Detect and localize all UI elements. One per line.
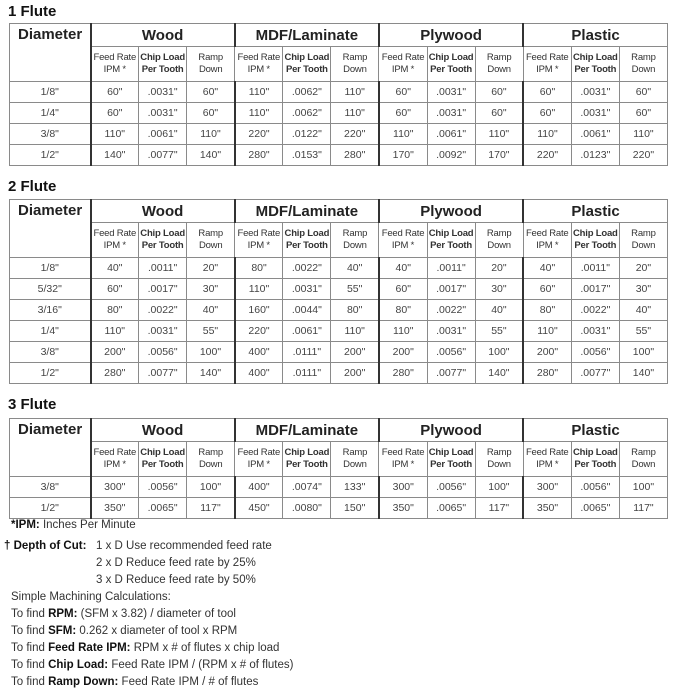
diameter-header: Diameter	[10, 24, 91, 82]
calc-prefix: To find	[11, 659, 49, 671]
diameter-cell: 3/8"	[10, 124, 91, 145]
value-cell: 140"	[187, 363, 235, 384]
value-cell: 100"	[187, 342, 235, 363]
value-cell: 300"	[523, 477, 571, 498]
diameter-cell: 3/8"	[10, 342, 91, 363]
diameter-cell: 1/8"	[10, 82, 91, 103]
value-cell: .0011"	[427, 258, 475, 279]
value-cell: 110"	[523, 321, 571, 342]
material-header: Plastic	[523, 200, 667, 223]
diameter-cell: 5/32"	[10, 279, 91, 300]
value-cell: 350"	[91, 498, 139, 519]
value-cell: 150"	[331, 498, 379, 519]
calc-term: Feed Rate IPM:	[48, 642, 131, 654]
chip-load-header: Chip Load Per Tooth	[283, 47, 331, 82]
value-cell: .0031"	[571, 321, 619, 342]
value-cell: 80"	[235, 258, 283, 279]
value-cell: 40"	[91, 258, 139, 279]
value-cell: .0092"	[427, 145, 475, 166]
value-cell: 110"	[331, 103, 379, 124]
value-cell: 60"	[379, 103, 427, 124]
table-row	[10, 279, 668, 300]
value-cell: 140"	[475, 363, 523, 384]
ramp-down-header: Ramp Down	[331, 47, 379, 82]
ramp-down-header: Ramp Down	[619, 442, 667, 477]
feed-rate-header: Feed Rate IPM *	[523, 442, 571, 477]
value-cell: .0031"	[139, 321, 187, 342]
material-header: Wood	[91, 24, 235, 47]
value-cell: 280"	[235, 145, 283, 166]
value-cell: .0017"	[139, 279, 187, 300]
table-row	[10, 477, 668, 498]
value-cell: 20"	[619, 258, 667, 279]
value-cell: 110"	[235, 82, 283, 103]
diameter-cell: 1/8"	[10, 258, 91, 279]
value-cell: 133"	[331, 477, 379, 498]
chip-load-header: Chip Load Per Tooth	[427, 47, 475, 82]
value-cell: .0065"	[139, 498, 187, 519]
calc-term: Ramp Down:	[48, 676, 119, 688]
feed-rate-header: Feed Rate IPM *	[91, 223, 139, 258]
value-cell: 110"	[523, 124, 571, 145]
value-cell: 100"	[475, 477, 523, 498]
value-cell: 60"	[91, 82, 139, 103]
feed-rate-header: Feed Rate IPM *	[379, 442, 427, 477]
value-cell: 300"	[379, 477, 427, 498]
sub-header-row	[10, 47, 668, 82]
value-cell: 117"	[619, 498, 667, 519]
depth-label: † Depth of Cut:	[4, 540, 87, 552]
sub-header-row	[10, 223, 668, 258]
depth-line-2: 2 x D Reduce feed rate by 25%	[96, 557, 256, 569]
value-cell: 55"	[331, 279, 379, 300]
value-cell: .0011"	[139, 258, 187, 279]
value-cell: 60"	[379, 82, 427, 103]
value-cell: .0031"	[139, 103, 187, 124]
value-cell: 400"	[235, 477, 283, 498]
material-header: Plastic	[523, 24, 667, 47]
chip-load-header: Chip Load Per Tooth	[571, 47, 619, 82]
diameter-cell: 1/4"	[10, 103, 91, 124]
calc-formula: (SFM x 3.82) / diameter of tool	[77, 608, 236, 620]
calc-line	[4, 674, 293, 691]
value-cell: .0153"	[283, 145, 331, 166]
feed-rate-header: Feed Rate IPM *	[235, 442, 283, 477]
value-cell: 30"	[187, 279, 235, 300]
chip-load-header: Chip Load Per Tooth	[427, 442, 475, 477]
ramp-down-header: Ramp Down	[187, 442, 235, 477]
value-cell: 100"	[475, 342, 523, 363]
value-cell: 100"	[619, 477, 667, 498]
value-cell: .0031"	[427, 321, 475, 342]
value-cell: 60"	[523, 103, 571, 124]
material-header: Plywood	[379, 200, 523, 223]
value-cell: 140"	[619, 363, 667, 384]
value-cell: 220"	[619, 145, 667, 166]
value-cell: .0044"	[283, 300, 331, 321]
ipm-note	[4, 517, 293, 534]
value-cell: .0031"	[571, 103, 619, 124]
calc-formula: 0.262 x diameter of tool x RPM	[76, 625, 238, 637]
value-cell: .0022"	[139, 300, 187, 321]
ramp-down-header: Ramp Down	[475, 47, 523, 82]
value-cell: 60"	[619, 103, 667, 124]
material-header-row	[10, 419, 668, 442]
value-cell: 60"	[523, 82, 571, 103]
diameter-cell: 3/8"	[10, 477, 91, 498]
chip-load-header: Chip Load Per Tooth	[283, 223, 331, 258]
value-cell: 110"	[379, 124, 427, 145]
value-cell: .0080"	[283, 498, 331, 519]
value-cell: 200"	[523, 342, 571, 363]
depth-line-3: 3 x D Reduce feed rate by 50%	[96, 574, 256, 586]
value-cell: .0062"	[283, 82, 331, 103]
value-cell: 30"	[475, 279, 523, 300]
value-cell: 40"	[187, 300, 235, 321]
chip-load-header: Chip Load Per Tooth	[283, 442, 331, 477]
ramp-down-header: Ramp Down	[331, 223, 379, 258]
value-cell: .0061"	[571, 124, 619, 145]
ramp-down-header: Ramp Down	[619, 223, 667, 258]
calc-formula: Feed Rate IPM / (RPM x # of flutes)	[108, 659, 294, 671]
value-cell: .0111"	[283, 342, 331, 363]
chip-load-header: Chip Load Per Tooth	[139, 442, 187, 477]
calc-line	[4, 623, 293, 640]
value-cell: 80"	[379, 300, 427, 321]
calc-line	[4, 657, 293, 674]
value-cell: .0065"	[571, 498, 619, 519]
value-cell: 100"	[187, 477, 235, 498]
value-cell: .0017"	[427, 279, 475, 300]
value-cell: .0061"	[427, 124, 475, 145]
value-cell: 60"	[475, 103, 523, 124]
value-cell: 220"	[235, 124, 283, 145]
chip-load-header: Chip Load Per Tooth	[139, 223, 187, 258]
value-cell: .0123"	[571, 145, 619, 166]
value-cell: 400"	[235, 342, 283, 363]
value-cell: 40"	[331, 258, 379, 279]
value-cell: 350"	[523, 498, 571, 519]
value-cell: .0074"	[283, 477, 331, 498]
chip-load-header: Chip Load Per Tooth	[427, 223, 475, 258]
calc-line	[4, 640, 293, 657]
table-row	[10, 258, 668, 279]
calc-title: Simple Machining Calculations:	[11, 591, 171, 603]
calc-prefix: To find	[11, 676, 49, 688]
value-cell: 110"	[331, 321, 379, 342]
feed-rate-header: Feed Rate IPM *	[91, 442, 139, 477]
value-cell: 100"	[619, 342, 667, 363]
ramp-down-header: Ramp Down	[331, 442, 379, 477]
value-cell: .0077"	[571, 363, 619, 384]
value-cell: 220"	[235, 321, 283, 342]
table-row	[10, 342, 668, 363]
value-cell: .0031"	[427, 103, 475, 124]
value-cell: 220"	[523, 145, 571, 166]
calc-prefix: To find	[11, 625, 49, 637]
material-header: Plywood	[379, 24, 523, 47]
value-cell: 60"	[523, 279, 571, 300]
value-cell: 55"	[619, 321, 667, 342]
material-header-row	[10, 24, 668, 47]
value-cell: .0062"	[283, 103, 331, 124]
value-cell: 110"	[379, 321, 427, 342]
value-cell: .0056"	[139, 477, 187, 498]
material-header: Wood	[91, 200, 235, 223]
value-cell: 60"	[379, 279, 427, 300]
value-cell: .0077"	[139, 145, 187, 166]
diameter-header: Diameter	[10, 419, 91, 477]
value-cell: 40"	[619, 300, 667, 321]
value-cell: 60"	[619, 82, 667, 103]
diameter-header: Diameter	[10, 200, 91, 258]
value-cell: 55"	[475, 321, 523, 342]
value-cell: .0122"	[283, 124, 331, 145]
value-cell: 110"	[235, 279, 283, 300]
material-header: Plastic	[523, 419, 667, 442]
ramp-down-header: Ramp Down	[187, 47, 235, 82]
ramp-down-header: Ramp Down	[619, 47, 667, 82]
material-header: MDF/Laminate	[235, 24, 379, 47]
value-cell: 20"	[187, 258, 235, 279]
value-cell: .0056"	[139, 342, 187, 363]
value-cell: .0017"	[571, 279, 619, 300]
value-cell: .0056"	[427, 477, 475, 498]
material-header-row	[10, 200, 668, 223]
notes	[4, 517, 293, 691]
ipm-label: *IPM:	[11, 519, 40, 531]
table-row	[10, 363, 668, 384]
feed-rate-header: Feed Rate IPM *	[379, 223, 427, 258]
value-cell: .0065"	[427, 498, 475, 519]
table-2-flute	[9, 199, 668, 384]
section-title-1-flute: 1 Flute	[8, 3, 57, 20]
chip-load-header: Chip Load Per Tooth	[571, 442, 619, 477]
value-cell: .0111"	[283, 363, 331, 384]
value-cell: 280"	[379, 363, 427, 384]
value-cell: 170"	[379, 145, 427, 166]
calc-prefix: To find	[11, 608, 49, 620]
table-1-flute	[9, 23, 668, 166]
value-cell: 117"	[475, 498, 523, 519]
value-cell: 80"	[91, 300, 139, 321]
diameter-cell: 1/2"	[10, 498, 91, 519]
material-header: MDF/Laminate	[235, 419, 379, 442]
value-cell: .0061"	[283, 321, 331, 342]
value-cell: .0031"	[571, 82, 619, 103]
value-cell: 60"	[187, 103, 235, 124]
value-cell: .0056"	[571, 342, 619, 363]
value-cell: 280"	[523, 363, 571, 384]
value-cell: 200"	[91, 342, 139, 363]
value-cell: 110"	[235, 103, 283, 124]
value-cell: 220"	[331, 124, 379, 145]
value-cell: 450"	[235, 498, 283, 519]
value-cell: 110"	[331, 82, 379, 103]
value-cell: 300"	[91, 477, 139, 498]
chip-load-header: Chip Load Per Tooth	[571, 223, 619, 258]
diameter-cell: 1/4"	[10, 321, 91, 342]
feed-rate-header: Feed Rate IPM *	[235, 47, 283, 82]
value-cell: .0056"	[427, 342, 475, 363]
ipm-text: Inches Per Minute	[42, 519, 136, 531]
value-cell: .0022"	[283, 258, 331, 279]
calc-term: RPM:	[48, 608, 78, 620]
ramp-down-header: Ramp Down	[475, 442, 523, 477]
table-row	[10, 321, 668, 342]
value-cell: 160"	[235, 300, 283, 321]
value-cell: 30"	[619, 279, 667, 300]
value-cell: 40"	[475, 300, 523, 321]
table-row	[10, 82, 668, 103]
material-header: MDF/Laminate	[235, 200, 379, 223]
feed-rate-header: Feed Rate IPM *	[523, 47, 571, 82]
feed-rate-header: Feed Rate IPM *	[91, 47, 139, 82]
value-cell: 170"	[475, 145, 523, 166]
value-cell: 140"	[187, 145, 235, 166]
value-cell: 20"	[475, 258, 523, 279]
value-cell: .0022"	[427, 300, 475, 321]
value-cell: 110"	[91, 321, 139, 342]
calc-formula: RPM x # of flutes x chip load	[130, 642, 280, 654]
value-cell: 40"	[523, 258, 571, 279]
value-cell: .0061"	[139, 124, 187, 145]
calc-formula: Feed Rate IPM / # of flutes	[118, 676, 259, 688]
feed-rate-header: Feed Rate IPM *	[379, 47, 427, 82]
feed-rate-header: Feed Rate IPM *	[523, 223, 571, 258]
depth-line-1: 1 x D Use recommended feed rate	[96, 540, 272, 552]
value-cell: .0056"	[571, 477, 619, 498]
section-title-2-flute: 2 Flute	[8, 178, 57, 195]
value-cell: 200"	[379, 342, 427, 363]
diameter-cell: 1/2"	[10, 145, 91, 166]
sub-header-row	[10, 442, 668, 477]
value-cell: 60"	[91, 103, 139, 124]
diameter-cell: 3/16"	[10, 300, 91, 321]
calc-line	[4, 606, 293, 623]
value-cell: 200"	[331, 363, 379, 384]
ramp-down-header: Ramp Down	[475, 223, 523, 258]
value-cell: .0077"	[139, 363, 187, 384]
calc-term: Chip Load:	[48, 659, 109, 671]
value-cell: 280"	[91, 363, 139, 384]
value-cell: 350"	[379, 498, 427, 519]
value-cell: 140"	[91, 145, 139, 166]
value-cell: 110"	[619, 124, 667, 145]
value-cell: 200"	[331, 342, 379, 363]
value-cell: .0011"	[571, 258, 619, 279]
value-cell: 40"	[379, 258, 427, 279]
value-cell: 60"	[187, 82, 235, 103]
value-cell: .0031"	[139, 82, 187, 103]
depth-note	[4, 538, 293, 555]
chip-load-header: Chip Load Per Tooth	[139, 47, 187, 82]
material-header: Plywood	[379, 419, 523, 442]
calc-prefix: To find	[11, 642, 49, 654]
material-header: Wood	[91, 419, 235, 442]
calc-term: SFM:	[48, 625, 77, 637]
value-cell: 400"	[235, 363, 283, 384]
ramp-down-header: Ramp Down	[187, 223, 235, 258]
value-cell: 280"	[331, 145, 379, 166]
value-cell: 60"	[91, 279, 139, 300]
value-cell: .0031"	[283, 279, 331, 300]
diameter-cell: 1/2"	[10, 363, 91, 384]
table-row	[10, 124, 668, 145]
value-cell: 110"	[187, 124, 235, 145]
value-cell: 117"	[187, 498, 235, 519]
table-row	[10, 103, 668, 124]
section-title-3-flute: 3 Flute	[8, 396, 57, 413]
value-cell: .0031"	[427, 82, 475, 103]
table-row	[10, 145, 668, 166]
value-cell: 55"	[187, 321, 235, 342]
table-row	[10, 498, 668, 519]
value-cell: .0077"	[427, 363, 475, 384]
calc-list	[4, 606, 293, 691]
feed-rate-header: Feed Rate IPM *	[235, 223, 283, 258]
table-row	[10, 300, 668, 321]
table-3-flute	[9, 418, 668, 519]
value-cell: 60"	[475, 82, 523, 103]
value-cell: 110"	[475, 124, 523, 145]
value-cell: 80"	[331, 300, 379, 321]
value-cell: .0022"	[571, 300, 619, 321]
value-cell: 80"	[523, 300, 571, 321]
value-cell: 110"	[91, 124, 139, 145]
